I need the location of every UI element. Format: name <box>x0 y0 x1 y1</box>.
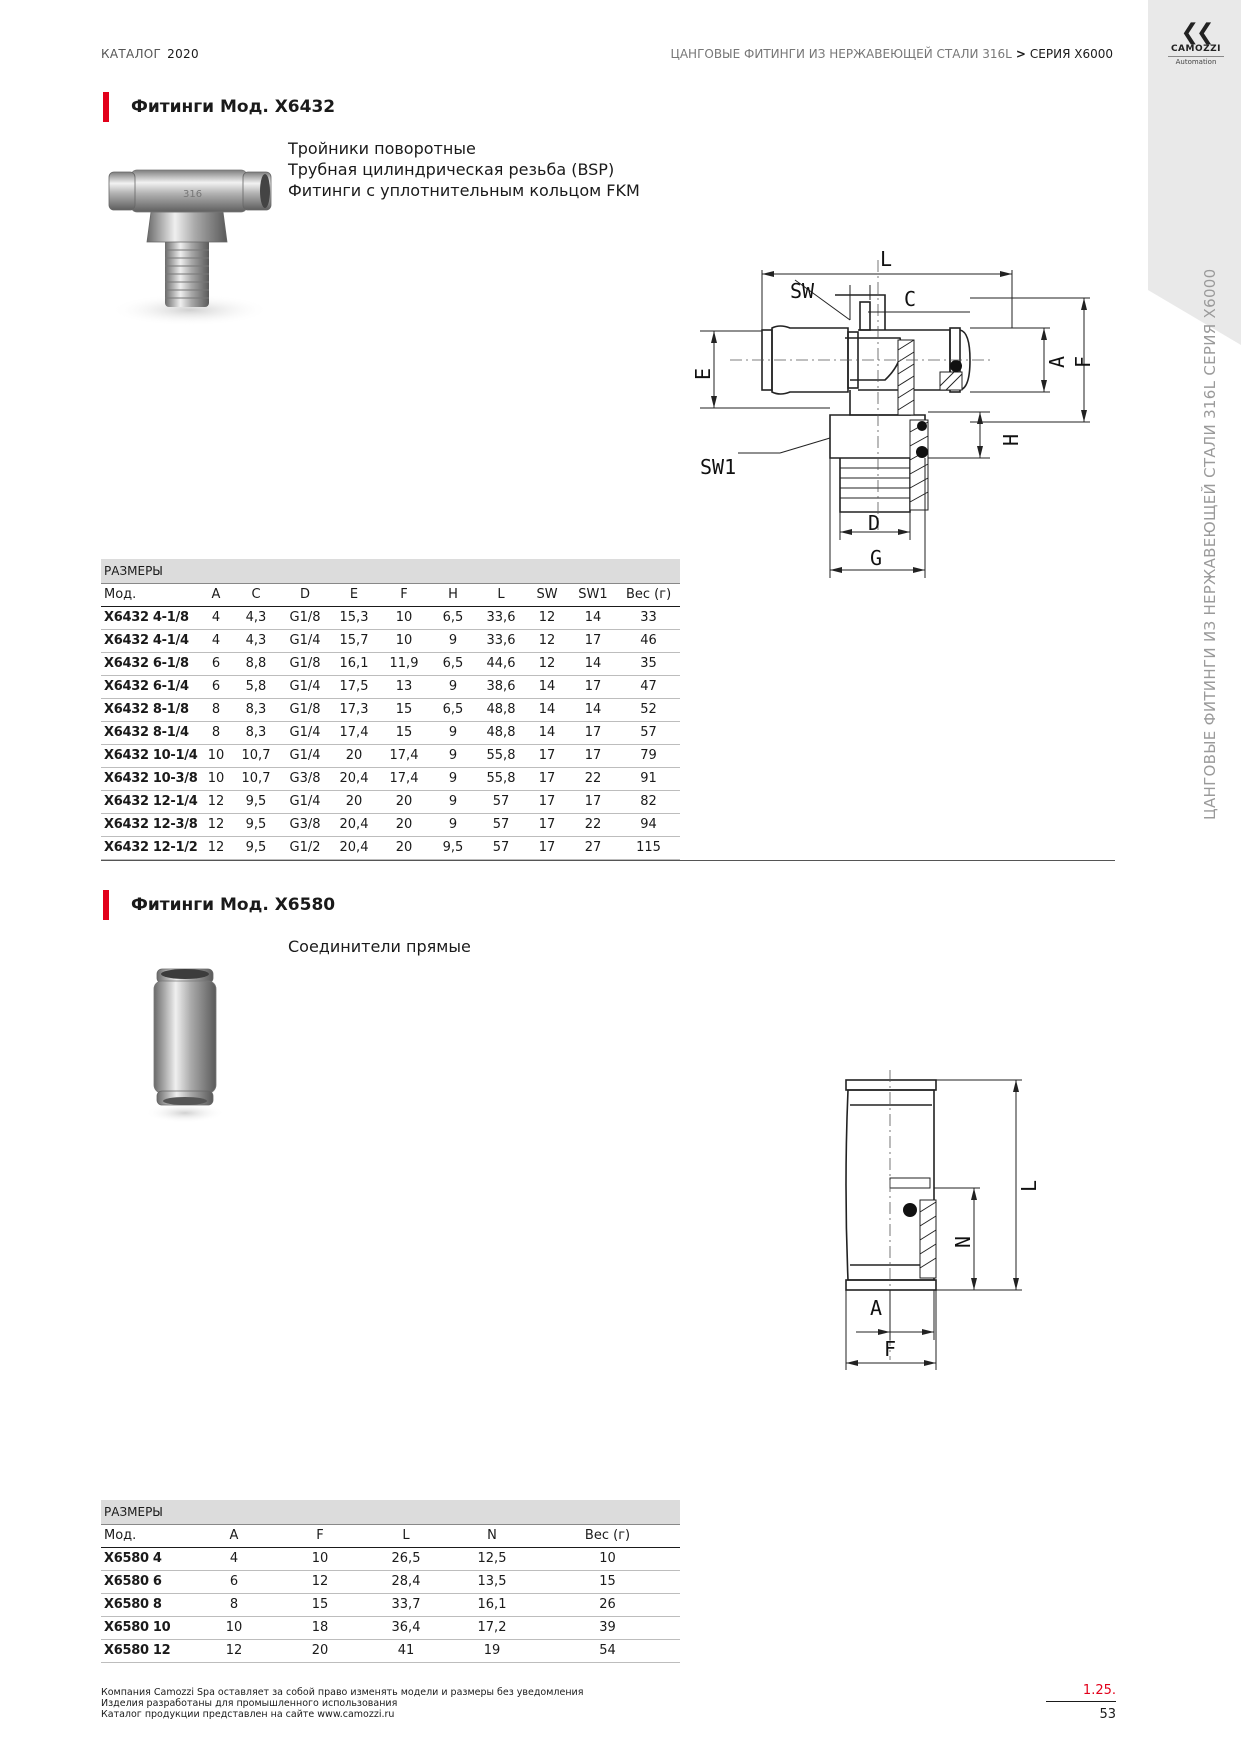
catalog-label: КАТАЛОГ 2020 <box>101 47 199 61</box>
table-row <box>101 1616 680 1639</box>
camozzi-logo-icon: ❮❮ <box>1180 20 1212 45</box>
value-cell: 9 <box>429 813 477 836</box>
value-cell: 26,5 <box>363 1547 449 1570</box>
value-cell: 91 <box>617 767 680 790</box>
column-header: N <box>449 1524 535 1547</box>
value-cell: 17,2 <box>449 1616 535 1639</box>
section2-desc-line: Соединители прямые <box>288 937 471 956</box>
value-cell: 13,5 <box>449 1570 535 1593</box>
section1-desc-line: Тройники поворотные <box>288 139 476 158</box>
value-cell: 15,3 <box>329 606 379 629</box>
value-cell: 10 <box>379 606 429 629</box>
dimensions-table-x6432 <box>101 559 680 860</box>
column-header: E <box>329 583 379 606</box>
column-header: SW <box>525 583 569 606</box>
value-cell: 82 <box>617 790 680 813</box>
section1-title: Фитинги Мод. X6432 <box>103 92 335 122</box>
value-cell: 57 <box>617 721 680 744</box>
model-cell: X6432 8-1/4 <box>101 721 201 744</box>
dim-label-SW1: SW1 <box>700 455 737 479</box>
value-cell: 14 <box>525 675 569 698</box>
value-cell: 33,6 <box>477 629 525 652</box>
value-cell: 22 <box>569 813 617 836</box>
dim-label-C: C <box>904 287 917 311</box>
value-cell: 17 <box>569 675 617 698</box>
logo-sub: Automation <box>1168 56 1224 66</box>
value-cell: 12 <box>201 813 231 836</box>
value-cell: 14 <box>569 698 617 721</box>
value-cell: 35 <box>617 652 680 675</box>
value-cell: G1/8 <box>281 652 329 675</box>
model-cell: X6432 12-1/2 <box>101 836 201 859</box>
table-body <box>101 1500 680 1662</box>
table-header-row <box>101 583 680 606</box>
value-cell: 17 <box>569 790 617 813</box>
value-cell: G3/8 <box>281 767 329 790</box>
side-label: ЦАНГОВЫЕ ФИТИНГИ ИЗ НЕРЖАВЕЮЩЕЙ СТАЛИ 316L СЕРИЯ X6000 <box>1201 268 1219 820</box>
value-cell: 10,7 <box>231 744 281 767</box>
value-cell: 38,6 <box>477 675 525 698</box>
value-cell: 46 <box>617 629 680 652</box>
value-cell: 17 <box>569 721 617 744</box>
value-cell: 22 <box>569 767 617 790</box>
table-row <box>101 721 680 744</box>
value-cell: 17,5 <box>329 675 379 698</box>
footer-line: Компания Camozzi Spa оставляет за собой право изменять модели и размеры без уведомления <box>101 1687 584 1698</box>
value-cell: 57 <box>477 836 525 859</box>
value-cell: 12 <box>277 1570 363 1593</box>
value-cell: 15 <box>277 1593 363 1616</box>
value-cell: 12 <box>191 1639 277 1662</box>
section2-title: Фитинги Мод. X6580 <box>103 890 335 920</box>
value-cell: 26 <box>535 1593 680 1616</box>
column-header: L <box>363 1524 449 1547</box>
model-cell: X6432 12-3/8 <box>101 813 201 836</box>
model-cell: X6432 4-1/4 <box>101 629 201 652</box>
value-cell: 12 <box>525 629 569 652</box>
value-cell: 15 <box>379 721 429 744</box>
value-cell: 12 <box>525 606 569 629</box>
value-cell: 9 <box>429 675 477 698</box>
column-header: F <box>277 1524 363 1547</box>
value-cell: 17 <box>525 744 569 767</box>
footer-notes <box>101 1687 583 1720</box>
value-cell: 17 <box>525 836 569 859</box>
value-cell: 14 <box>569 652 617 675</box>
value-cell: 44,6 <box>477 652 525 675</box>
value-cell: 9,5 <box>429 836 477 859</box>
value-cell: 4 <box>191 1547 277 1570</box>
value-cell: 36,4 <box>363 1616 449 1639</box>
value-cell: 54 <box>535 1639 680 1662</box>
value-cell: 12,5 <box>449 1547 535 1570</box>
value-cell: 10 <box>201 744 231 767</box>
value-cell: 28,4 <box>363 1570 449 1593</box>
value-cell: 17 <box>525 813 569 836</box>
value-cell: G3/8 <box>281 813 329 836</box>
value-cell: 20 <box>329 744 379 767</box>
value-cell: 6 <box>201 652 231 675</box>
value-cell: 9 <box>429 790 477 813</box>
value-cell: 9,5 <box>231 836 281 859</box>
column-header: A <box>191 1524 277 1547</box>
value-cell: 6,5 <box>429 606 477 629</box>
value-cell: 15 <box>535 1570 680 1593</box>
value-cell: 20,4 <box>329 767 379 790</box>
value-cell: 57 <box>477 790 525 813</box>
model-cell: X6432 12-1/4 <box>101 790 201 813</box>
table-caption: РАЗМЕРЫ <box>101 1500 680 1524</box>
breadcrumb-separator: > <box>1015 47 1026 61</box>
value-cell: 17 <box>569 629 617 652</box>
value-cell: 10 <box>277 1547 363 1570</box>
table-header-row <box>101 1524 680 1547</box>
value-cell: G1/8 <box>281 698 329 721</box>
value-cell: 9 <box>429 744 477 767</box>
table-row <box>101 790 680 813</box>
value-cell: 9 <box>429 629 477 652</box>
value-cell: 17 <box>525 790 569 813</box>
straight-connector-drawing <box>840 1070 1040 1370</box>
value-cell: 48,8 <box>477 721 525 744</box>
section2-description <box>288 936 471 957</box>
model-cell: X6432 6-1/8 <box>101 652 201 675</box>
column-header: H <box>429 583 477 606</box>
value-cell: G1/4 <box>281 744 329 767</box>
value-cell: G1/8 <box>281 606 329 629</box>
table-row <box>101 1570 680 1593</box>
dimensions-table-x6580 <box>101 1500 680 1663</box>
value-cell: 12 <box>525 652 569 675</box>
value-cell: 41 <box>363 1639 449 1662</box>
dim-label-G: G <box>870 546 883 570</box>
value-cell: 17,4 <box>379 744 429 767</box>
value-cell: 6,5 <box>429 698 477 721</box>
value-cell: 17,4 <box>329 721 379 744</box>
value-cell: 48,8 <box>477 698 525 721</box>
column-header: A <box>201 583 231 606</box>
value-cell: 17,4 <box>379 767 429 790</box>
value-cell: 9,5 <box>231 813 281 836</box>
value-cell: 8 <box>201 698 231 721</box>
value-cell: 55,8 <box>477 767 525 790</box>
value-cell: 20 <box>379 790 429 813</box>
footer-line: Каталог продукции представлен на сайте www.camozzi.ru <box>101 1709 395 1720</box>
value-cell: 8,8 <box>231 652 281 675</box>
table-row <box>101 767 680 790</box>
column-header: Мод. <box>101 1524 191 1547</box>
value-cell: 16,1 <box>329 652 379 675</box>
model-cell: X6432 10-3/8 <box>101 767 201 790</box>
breadcrumb-series: СЕРИЯ X6000 <box>1029 47 1113 61</box>
model-cell: X6432 8-1/8 <box>101 698 201 721</box>
table-row <box>101 1547 680 1570</box>
table-row <box>101 1639 680 1662</box>
value-cell: 14 <box>525 698 569 721</box>
value-cell: 20,4 <box>329 813 379 836</box>
logo-name: CAMOZZI <box>1170 44 1222 54</box>
value-cell: 47 <box>617 675 680 698</box>
table-row <box>101 1593 680 1616</box>
value-cell: 11,9 <box>379 652 429 675</box>
column-header: Вес (г) <box>535 1524 680 1547</box>
column-header: SW1 <box>569 583 617 606</box>
value-cell: G1/4 <box>281 721 329 744</box>
table-body <box>101 559 680 859</box>
value-cell: 19 <box>449 1639 535 1662</box>
tee-fitting-drawing <box>691 240 1100 580</box>
column-header: Мод. <box>101 583 201 606</box>
value-cell: 20 <box>277 1639 363 1662</box>
table-row <box>101 629 680 652</box>
value-cell: 20 <box>329 790 379 813</box>
value-cell: 4,3 <box>231 629 281 652</box>
value-cell: G1/4 <box>281 675 329 698</box>
value-cell: 20,4 <box>329 836 379 859</box>
value-cell: 94 <box>617 813 680 836</box>
model-cell: X6580 6 <box>101 1570 191 1593</box>
value-cell: 10 <box>535 1547 680 1570</box>
value-cell: 15,7 <box>329 629 379 652</box>
model-cell: X6432 10-1/4 <box>101 744 201 767</box>
dim-label-L: L <box>1017 1179 1041 1192</box>
value-cell: 52 <box>617 698 680 721</box>
dim-label-F: F <box>1071 355 1095 368</box>
dim-label-N: N <box>951 1235 975 1248</box>
value-cell: G1/4 <box>281 790 329 813</box>
dim-label-L: L <box>880 247 893 271</box>
column-header: F <box>379 583 429 606</box>
value-cell: 18 <box>277 1616 363 1639</box>
column-header: D <box>281 583 329 606</box>
value-cell: 17 <box>569 744 617 767</box>
value-cell: 33,6 <box>477 606 525 629</box>
value-cell: 17 <box>525 767 569 790</box>
photo-marking: 316 <box>183 189 203 200</box>
dim-label-A: A <box>870 1296 883 1320</box>
table-row <box>101 813 680 836</box>
page-section: 1.25. <box>1046 1683 1116 1702</box>
value-cell: 10 <box>191 1616 277 1639</box>
model-cell: X6580 4 <box>101 1547 191 1570</box>
value-cell: 16,1 <box>449 1593 535 1616</box>
value-cell: 33,7 <box>363 1593 449 1616</box>
value-cell: 6,5 <box>429 652 477 675</box>
straight-connector-photo <box>140 965 230 1125</box>
section1-description <box>288 138 640 201</box>
value-cell: 12 <box>201 790 231 813</box>
column-header: C <box>231 583 281 606</box>
model-cell: X6580 8 <box>101 1593 191 1616</box>
value-cell: 5,8 <box>231 675 281 698</box>
value-cell: 6 <box>191 1570 277 1593</box>
value-cell: 17,3 <box>329 698 379 721</box>
camozzi-logo <box>1160 22 1232 66</box>
value-cell: 4 <box>201 606 231 629</box>
value-cell: 55,8 <box>477 744 525 767</box>
section-divider <box>101 860 1115 861</box>
value-cell: 33 <box>617 606 680 629</box>
section1-desc-line: Трубная цилиндрическая резьба (BSP) <box>288 160 615 179</box>
value-cell: G1/4 <box>281 629 329 652</box>
value-cell: 8,3 <box>231 698 281 721</box>
column-header: Вес (г) <box>617 583 680 606</box>
value-cell: 9 <box>429 767 477 790</box>
value-cell: 8 <box>191 1593 277 1616</box>
value-cell: 10,7 <box>231 767 281 790</box>
value-cell: 27 <box>569 836 617 859</box>
value-cell: 57 <box>477 813 525 836</box>
dim-label-E: E <box>691 367 715 380</box>
value-cell: 20 <box>379 813 429 836</box>
dim-label-A: A <box>1045 355 1069 368</box>
footer-line: Изделия разработаны для промышленного использования <box>101 1698 398 1709</box>
value-cell: 8,3 <box>231 721 281 744</box>
page-number: 53 <box>1099 1707 1116 1722</box>
value-cell: 12 <box>201 836 231 859</box>
value-cell: 9 <box>429 721 477 744</box>
value-cell: 115 <box>617 836 680 859</box>
value-cell: 14 <box>569 606 617 629</box>
tee-fitting-photo <box>105 150 275 325</box>
section1-desc-line: Фитинги с уплотнительным кольцом FKM <box>288 181 640 200</box>
table-row <box>101 698 680 721</box>
value-cell: 4 <box>201 629 231 652</box>
table-row <box>101 675 680 698</box>
value-cell: G1/2 <box>281 836 329 859</box>
value-cell: 14 <box>525 721 569 744</box>
model-cell: X6432 4-1/8 <box>101 606 201 629</box>
value-cell: 9,5 <box>231 790 281 813</box>
model-cell: X6432 6-1/4 <box>101 675 201 698</box>
table-row <box>101 836 680 859</box>
table-caption: РАЗМЕРЫ <box>101 559 680 583</box>
model-cell: X6580 10 <box>101 1616 191 1639</box>
table-row <box>101 606 680 629</box>
value-cell: 39 <box>535 1616 680 1639</box>
column-header: L <box>477 583 525 606</box>
dim-label-SW: SW <box>790 279 815 303</box>
dim-label-H: H <box>999 433 1023 446</box>
dim-label-D: D <box>868 511 881 535</box>
catalog-year: 2020 <box>167 47 199 61</box>
value-cell: 10 <box>379 629 429 652</box>
breadcrumb-section: ЦАНГОВЫЕ ФИТИНГИ ИЗ НЕРЖАВЕЮЩЕЙ СТАЛИ 316L <box>670 47 1012 61</box>
table-row <box>101 652 680 675</box>
dim-label-F: F <box>884 1337 897 1361</box>
value-cell: 4,3 <box>231 606 281 629</box>
value-cell: 10 <box>201 767 231 790</box>
model-cell: X6580 12 <box>101 1639 191 1662</box>
value-cell: 20 <box>379 836 429 859</box>
value-cell: 6 <box>201 675 231 698</box>
value-cell: 8 <box>201 721 231 744</box>
breadcrumb <box>671 47 1113 61</box>
value-cell: 13 <box>379 675 429 698</box>
value-cell: 15 <box>379 698 429 721</box>
value-cell: 79 <box>617 744 680 767</box>
table-row <box>101 744 680 767</box>
